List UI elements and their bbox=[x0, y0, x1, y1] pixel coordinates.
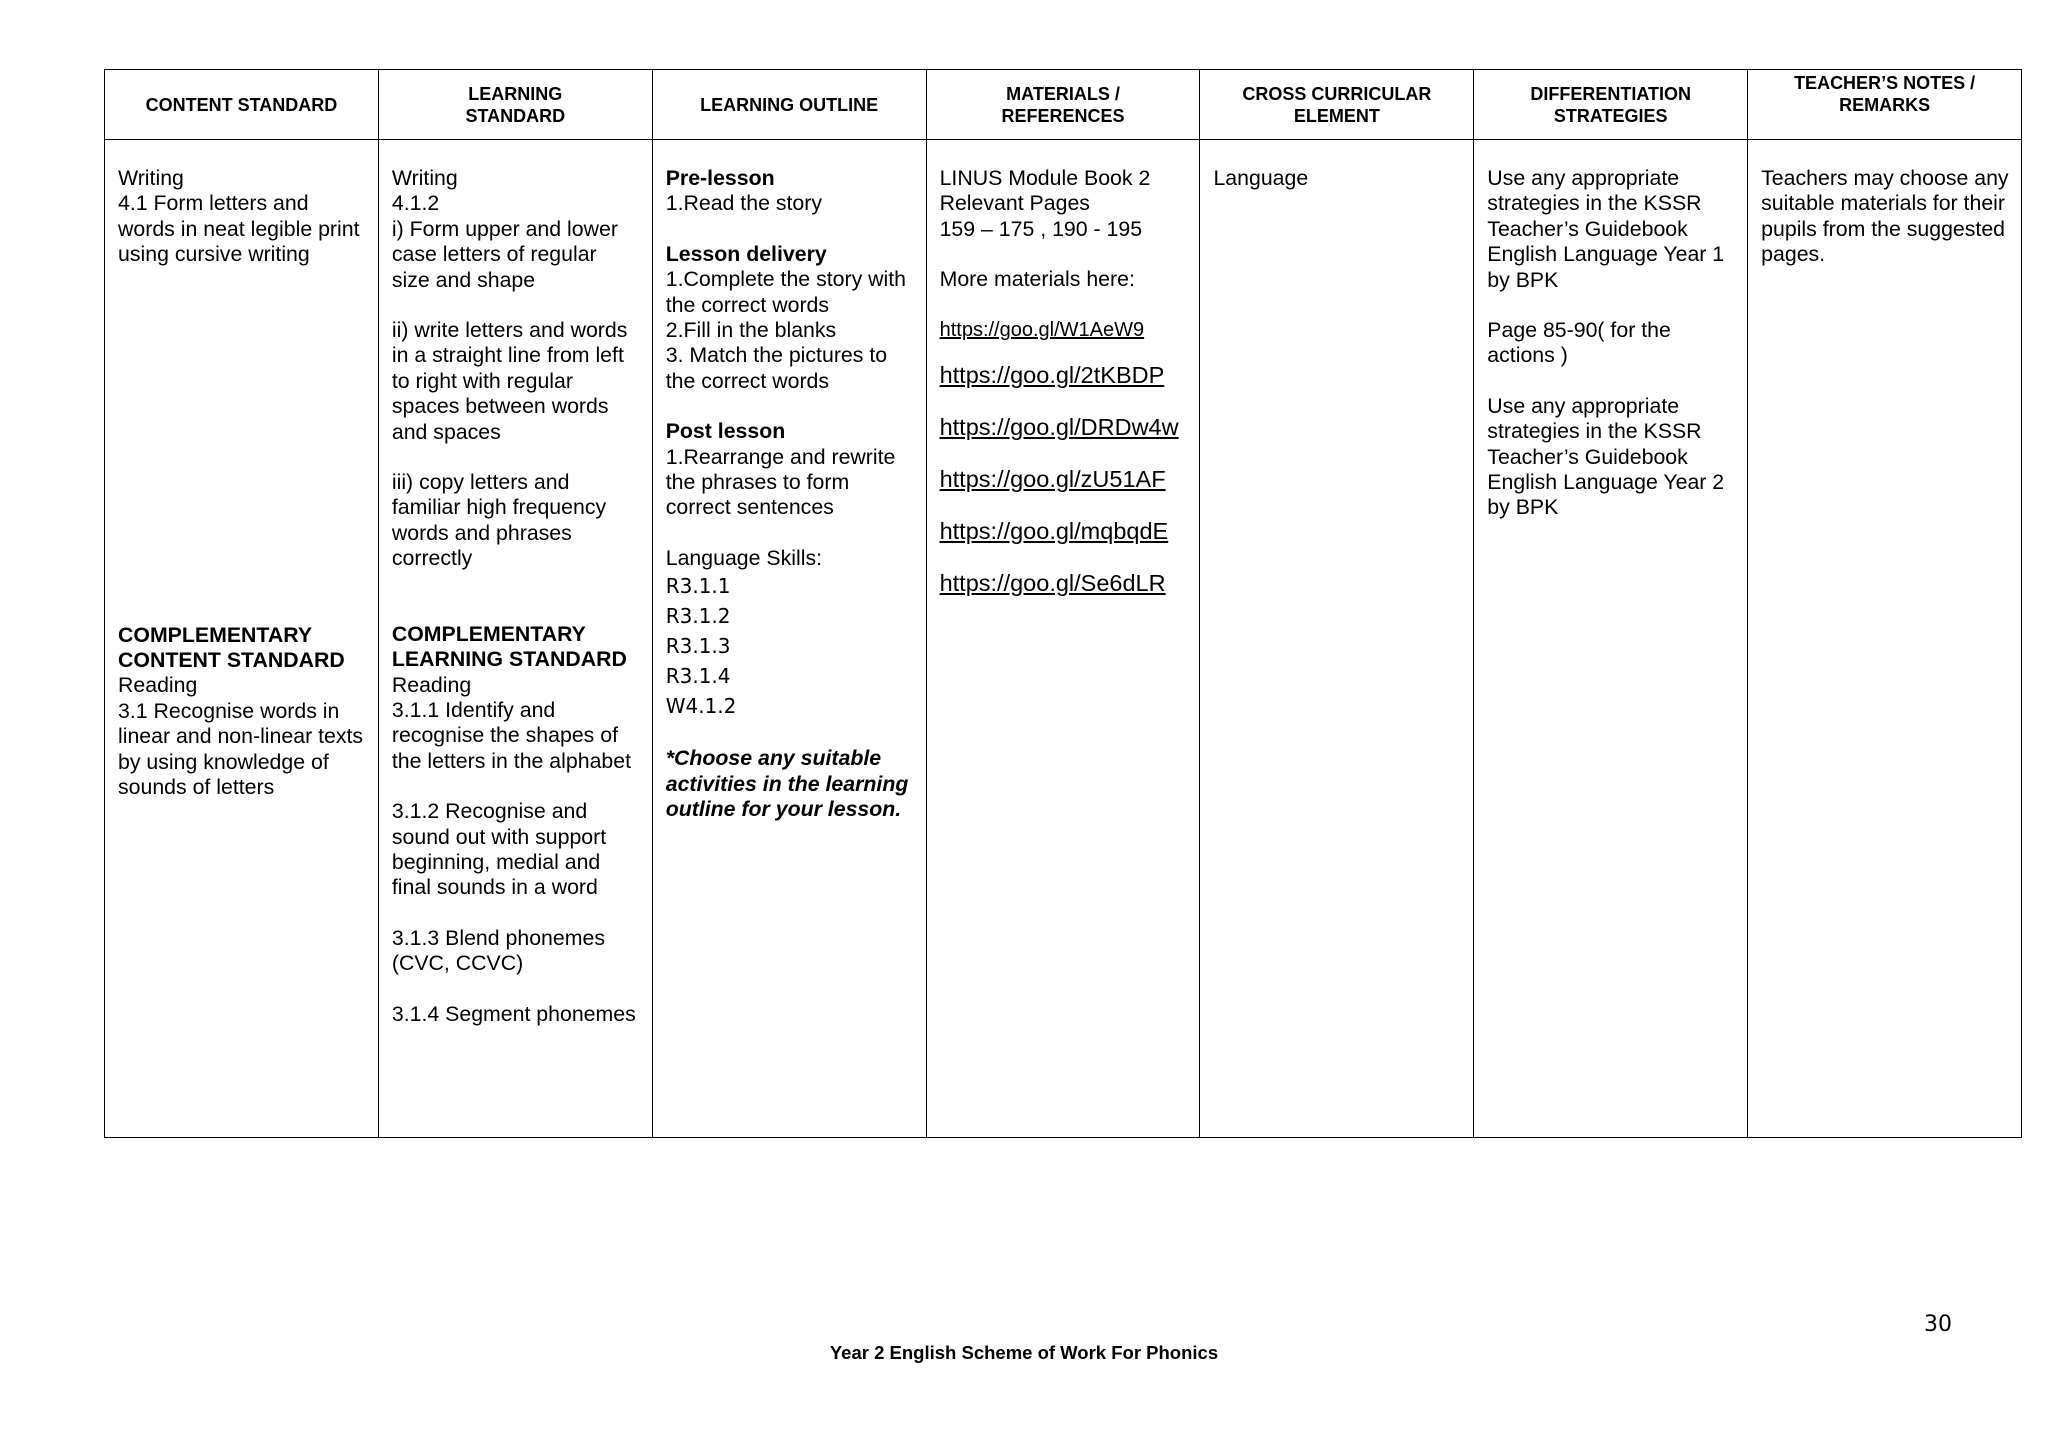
cell-learning-outline bbox=[652, 140, 926, 1138]
content-standard-heading: Writing bbox=[118, 166, 184, 190]
material-link[interactable]: https://goo.gl/zU51AF bbox=[939, 466, 1166, 493]
more-materials-label: More materials here: bbox=[939, 267, 1135, 292]
header-learning-standard: LEARNING STANDARD bbox=[378, 70, 652, 140]
complementary-learning-standard-3: 3.1.3 Blend phonemes (CVC, CCVC) bbox=[391, 925, 605, 976]
header-learning-outline: LEARNING OUTLINE bbox=[652, 70, 926, 140]
complementary-learning-standard-subheading: Reading bbox=[391, 672, 472, 697]
language-skill: R3.1.4 bbox=[665, 664, 731, 689]
lesson-delivery-heading: Lesson delivery bbox=[665, 241, 827, 266]
page-number: 30 bbox=[1924, 1312, 1952, 1337]
language-skill: R3.1.1 bbox=[665, 574, 731, 599]
material-link[interactable]: https://goo.gl/2tKBDP bbox=[939, 362, 1165, 389]
differentiation-text-2: Page 85-90( for the actions ) bbox=[1487, 318, 1671, 368]
header-differentiation-strategies: DIFFERENTIATION STRATEGIES bbox=[1474, 70, 1748, 140]
lesson-delivery-1: 1.Complete the story with the correct words bbox=[665, 267, 907, 317]
complementary-learning-standard-heading: COMPLEMENTARY LEARNING STANDARD bbox=[391, 621, 627, 672]
cell-learning-standard bbox=[378, 140, 652, 1138]
learning-standard-heading: Writing bbox=[391, 166, 458, 190]
post-lesson-heading: Post lesson bbox=[665, 419, 786, 444]
header-content-standard: CONTENT STANDARD bbox=[105, 70, 379, 140]
learning-standard-code: 4.1.2 bbox=[391, 191, 440, 216]
learning-standard-item-1: i) Form upper and lower case letters of regular size and shape bbox=[391, 216, 618, 292]
teachers-notes-text: Teachers may choose any suitable materials for their pupils from the suggested pages. bbox=[1761, 166, 2009, 267]
header-materials-references: MATERIALS / REFERENCES bbox=[926, 70, 1200, 140]
language-skill: R3.1.2 bbox=[665, 604, 731, 629]
post-lesson-text: 1.Rearrange and rewrite the phrases to form correct sentences bbox=[665, 444, 896, 520]
differentiation-text-3: Use any appropriate strategies in the KSSR Teacher’s Guidebook English Language Year 2 by BPK bbox=[1487, 393, 1725, 520]
pre-lesson-text: 1.Read the story bbox=[665, 191, 822, 216]
learning-outline-note: *Choose any suitable activities in the learning outline for your lesson. bbox=[665, 746, 909, 822]
cell-materials-references bbox=[926, 140, 1200, 1138]
complementary-content-standard-text: 3.1 Recognise words in linear and non-linear texts by using knowledge of sounds of letters bbox=[118, 698, 364, 800]
cross-curricular-text: Language bbox=[1213, 166, 1309, 190]
cell-cross-curricular bbox=[1200, 140, 1474, 1138]
language-skills-heading: Language Skills: bbox=[665, 545, 823, 570]
page-footer: Year 2 English Scheme of Work For Phonics bbox=[829, 1342, 1219, 1363]
lesson-delivery-2: 2.Fill in the blanks bbox=[665, 318, 837, 343]
complementary-learning-standard-2: 3.1.2 Recognise and sound out with support beginning, medial and final sounds in a word bbox=[391, 799, 607, 900]
header-teachers-notes: TEACHER’S NOTES / REMARKS bbox=[1748, 70, 2022, 140]
materials-line-1: LINUS Module Book 2 bbox=[939, 166, 1151, 190]
complementary-content-standard-subheading: Reading bbox=[118, 673, 198, 698]
language-skill: W4.1.2 bbox=[665, 694, 737, 719]
table-header-row bbox=[105, 70, 2022, 140]
complementary-learning-standard-1: 3.1.1 Identify and recognise the shapes of the letters in the alphabet bbox=[391, 697, 632, 773]
material-link[interactable]: https://goo.gl/mqbqdE bbox=[939, 518, 1169, 545]
material-link[interactable]: https://goo.gl/DRDw4w bbox=[939, 414, 1179, 441]
learning-standard-item-3: iii) copy letters and familiar high frequency words and phrases correctly bbox=[391, 470, 607, 571]
material-link[interactable]: https://goo.gl/Se6dLR bbox=[939, 570, 1166, 597]
complementary-learning-standard-4: 3.1.4 Segment phonemes bbox=[391, 1001, 636, 1026]
header-cross-curricular-element: CROSS CURRICULAR ELEMENT bbox=[1200, 70, 1474, 140]
complementary-content-standard-heading: COMPLEMENTARY CONTENT STANDARD bbox=[118, 622, 345, 673]
materials-line-2: Relevant Pages bbox=[939, 191, 1090, 216]
materials-line-3: 159 – 175 , 190 - 195 bbox=[939, 216, 1143, 241]
scheme-of-work-table bbox=[104, 69, 2022, 1138]
cell-differentiation bbox=[1474, 140, 1748, 1138]
cell-content-standard bbox=[105, 140, 379, 1138]
learning-standard-item-2: ii) write letters and words in a straight line from left to right with regular spaces between words and spaces bbox=[391, 318, 628, 444]
pre-lesson-heading: Pre-lesson bbox=[665, 166, 775, 190]
table-row bbox=[105, 140, 2022, 1138]
lesson-delivery-3: 3. Match the pictures to the correct words bbox=[665, 343, 888, 393]
differentiation-text-1: Use any appropriate strategies in the KSSR Teacher’s Guidebook English Language Year 1 by BPK bbox=[1487, 166, 1725, 292]
language-skill: R3.1.3 bbox=[665, 634, 731, 659]
cell-teachers-notes bbox=[1748, 140, 2022, 1138]
content-standard-text: 4.1 Form letters and words in neat legible print using cursive writing bbox=[118, 191, 360, 267]
material-link[interactable]: https://goo.gl/W1AeW9 bbox=[939, 318, 1145, 341]
